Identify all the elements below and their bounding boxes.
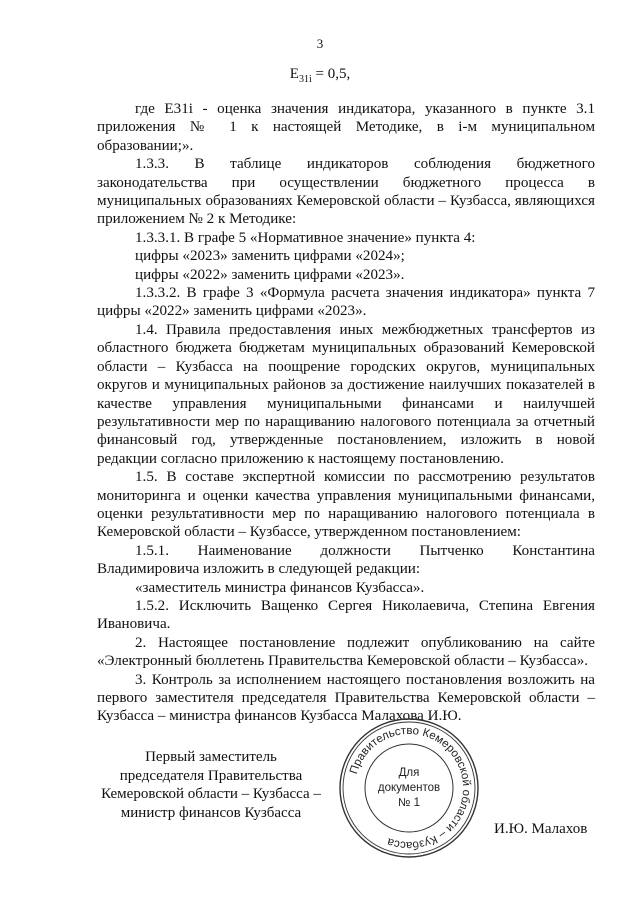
formula: [0, 66, 640, 85]
paragraph-e31i-definition: где E31i - оценка значения индикатора, указанного в пункте 3.1 приложения № 1 к настоящей Методике, в i-м муниципальном образовании;».: [97, 101, 595, 154]
paragraph-1-3-3-1: 1.3.3.1. В графе 5 «Нормативное значение» пункта 4:: [135, 229, 476, 246]
paragraph-replace-2022: цифры «2022» заменить цифрами «2023».: [135, 266, 405, 283]
seal-center-line: документов: [377, 782, 441, 794]
paragraph-1-5: 1.5. В составе экспертной комиссии по рассмотрению результатов мониторинга и оценки качества управления муниципальными финансами, оценки результативности мер по наращиванию налогового потенциала в Кемеровской области – Кузбассе, утвержденном постановлением:: [97, 469, 595, 541]
signatory-title-line: Первый заместитель: [145, 749, 277, 765]
formula-symbol: E: [289, 66, 299, 82]
paragraph-3: 3. Контроль за исполнением настоящего постановления возложить на первого заместителя председателя Правительства Кемеровской области – Кузбасса – министра финансов Кузбасса Малахова И.Ю.: [97, 671, 595, 725]
signatory-title-line: председателя Правительства: [119, 767, 303, 784]
paragraph-1-3-3: 1.3.3. В таблице индикаторов соблюдения бюджетного законодательства при осуществлении бюджетного процесса в муниципальных образованиях Кемеровской области – Кузбасса, являющихся приложением № 2 к Методике:: [97, 156, 595, 228]
seal-graphic: [337, 716, 481, 860]
document-seal: [337, 716, 481, 860]
paragraph-replace-2023: цифры «2023» заменить цифрами «2024»;: [135, 248, 405, 265]
paragraph-new-position: «заместитель министра финансов Кузбасса».: [135, 579, 425, 596]
signatory-title-line: Кемеровской области – Кузбасса –: [101, 786, 321, 802]
paragraph-1-3-3-2: 1.3.3.2. В графе 3 «Формула расчета значения индикатора» пункта 7 цифры «2022» заменить цифрами «2023».: [97, 285, 595, 320]
paragraph-1-5-1: 1.5.1. Наименование должности Пытченко Константина Владимировича изложить в следующей редакции:: [97, 542, 595, 578]
signatory-title-line: министр финансов Кузбасса: [120, 804, 302, 821]
signatory-name: И.Ю. Малахов: [494, 821, 588, 837]
paragraph-1-5-2: 1.5.2. Исключить Ващенко Сергея Николаевича, Степина Евгения Ивановича.: [97, 597, 595, 633]
formula-rest: = 0,5,: [311, 66, 351, 82]
seal-ring-text: Правительство Кемеровской области – Кузбасса: [348, 724, 473, 852]
seal-center-line: № 1: [398, 797, 420, 809]
paragraph-1-4: 1.4. Правила предоставления иных межбюджетных трансфертов из областного бюджета бюджетам муниципальных образований Кемеровской области – Кузбасса на поощрение городских округов, муниципальных округов и муниципальных районов за достижение наилучших показателей в качестве управления муниципальными финансами и наилучшей результативности мер по наращиванию налогового потенциала за отчетный финансовый год, утвержденные постановлением, изложить в новой редакции согласно приложению к настоящему постановлению.: [97, 321, 595, 467]
paragraph-2: 2. Настоящее постановление подлежит опубликованию на сайте «Электронный бюллетень Правительства Кемеровской области – Кузбасса».: [97, 634, 595, 670]
signatory-title: [96, 748, 326, 822]
page-number: 3: [316, 36, 324, 51]
document-body: [97, 100, 595, 726]
seal-center-line: Для: [398, 767, 420, 779]
formula-subscript: 31i: [298, 74, 312, 85]
